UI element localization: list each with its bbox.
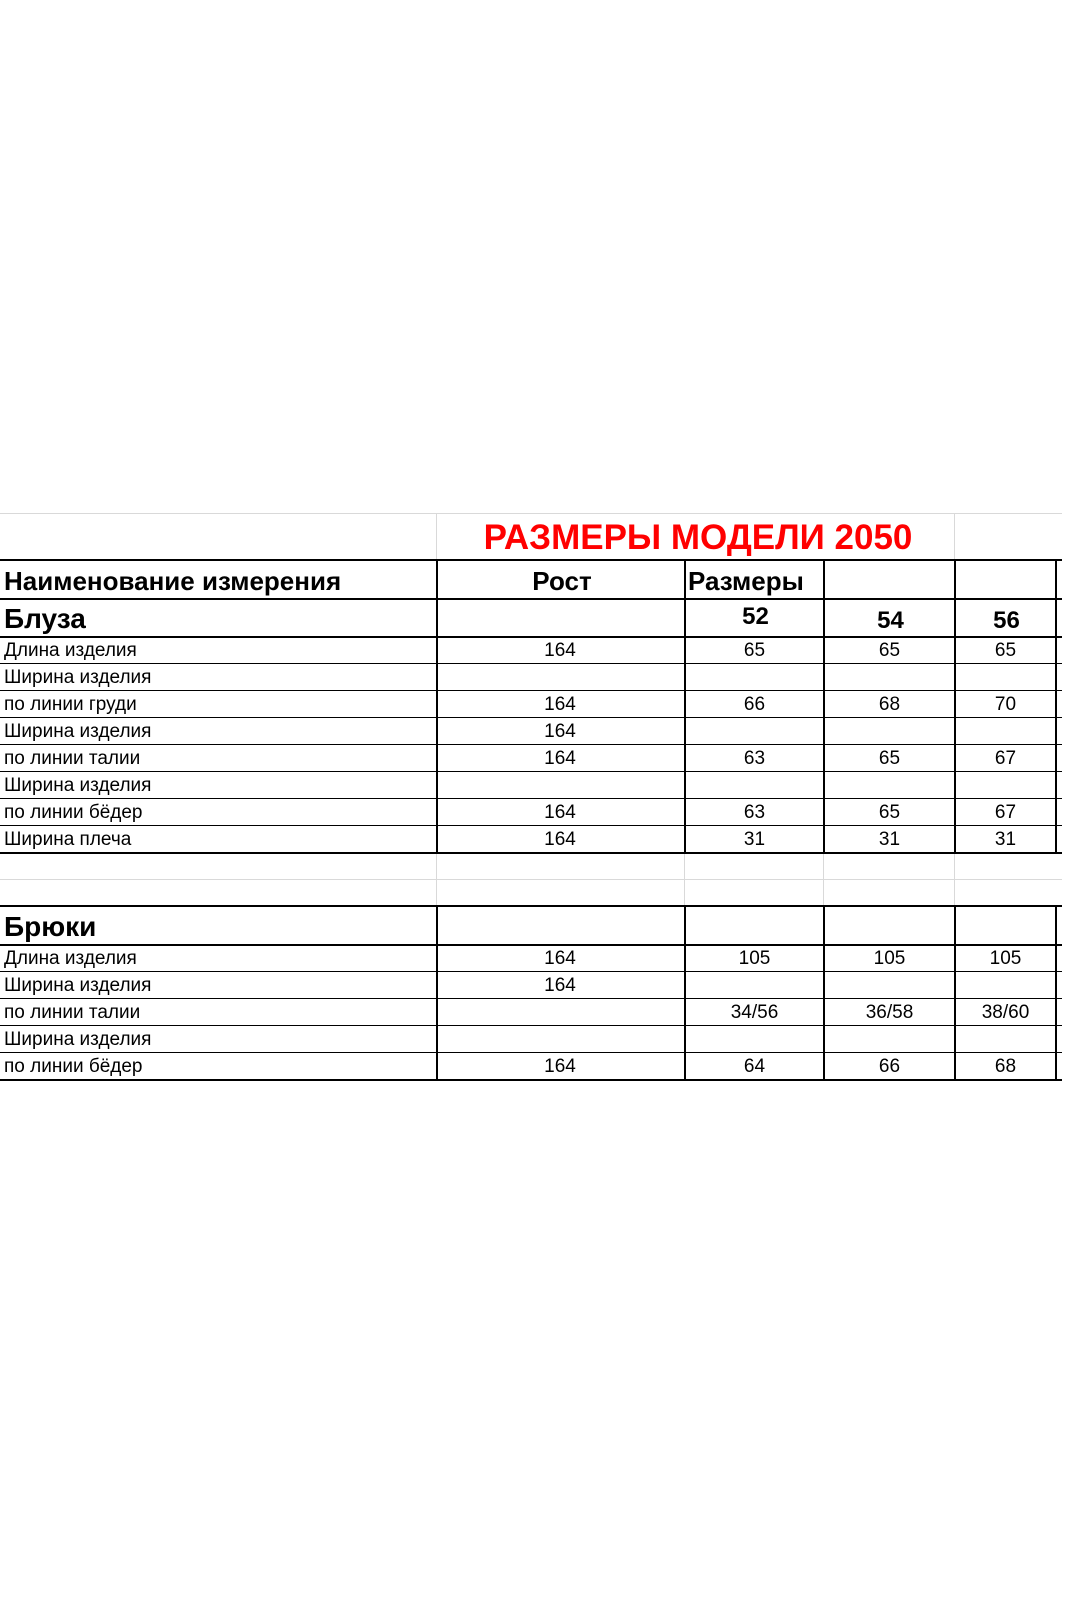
row-label: по линии талии: [4, 1002, 141, 1023]
row-size-52: 105: [738, 948, 771, 969]
row-height: 164: [544, 975, 576, 996]
gridline: [0, 879, 1062, 880]
row-label: по линии груди: [4, 694, 137, 715]
row-size-54: 68: [878, 694, 901, 715]
vline: [684, 559, 686, 854]
row-label: Ширина изделия: [4, 721, 152, 742]
vline: [823, 905, 825, 1081]
size-54: 54: [877, 607, 904, 634]
row-size-54: [825, 1026, 954, 1053]
row-height: 164: [544, 948, 576, 969]
vline: [436, 559, 438, 854]
hline: [0, 798, 1062, 799]
row-height: 164: [544, 721, 576, 742]
row-size-54: [825, 772, 954, 799]
gridline: [954, 854, 955, 905]
hline: [0, 944, 1062, 946]
vline: [954, 559, 956, 854]
row-size-56: 31: [994, 829, 1017, 850]
table-row: [0, 1026, 1062, 1053]
hline: [0, 771, 1062, 772]
vline: [1055, 559, 1057, 854]
row-height: 164: [544, 748, 576, 769]
row-height: 164: [544, 802, 576, 823]
row-height: [436, 664, 684, 691]
row-size-54: 105: [873, 948, 906, 969]
row-size-54: 65: [878, 748, 901, 769]
table-row: [0, 637, 1062, 664]
row-label: Длина изделия: [4, 948, 137, 969]
row-size-54: 65: [878, 640, 901, 661]
row-label: по линии талии: [4, 748, 141, 769]
size-56: 56: [993, 607, 1020, 634]
table-row: [0, 772, 1062, 799]
row-size-56: 65: [994, 640, 1017, 661]
table-row: [0, 745, 1062, 772]
trousers-section-row: [0, 906, 1062, 945]
row-size-56: [956, 772, 1055, 799]
page-title: РАЗМЕРЫ МОДЕЛИ 2050: [483, 518, 913, 557]
row-size-56: 70: [994, 694, 1017, 715]
hline: [0, 717, 1062, 718]
row-size-56: 38/60: [981, 1002, 1030, 1023]
table-row: [0, 999, 1062, 1026]
row-size-54: 31: [878, 829, 901, 850]
gridline: [954, 513, 955, 559]
row-height: [436, 1026, 684, 1053]
title-row: [0, 513, 1062, 560]
row-size-52: 66: [743, 694, 766, 715]
row-size-52: 31: [743, 829, 766, 850]
blouse-title: Блуза: [4, 603, 86, 634]
vline: [436, 905, 438, 1081]
row-size-56: [956, 972, 1055, 999]
gridline: [684, 854, 685, 905]
table-row: [0, 826, 1062, 853]
size-52: 52: [742, 603, 769, 630]
row-label: по линии бёдер: [4, 1056, 143, 1077]
height-header: Рост: [532, 566, 592, 596]
row-label: Ширина изделия: [4, 667, 152, 688]
row-size-56: 67: [994, 802, 1017, 823]
table-row: [0, 664, 1062, 691]
table-row: [0, 972, 1062, 999]
hline: [0, 663, 1062, 664]
blouse-section-row: [0, 599, 1062, 637]
row-size-52: 34/56: [730, 1002, 779, 1023]
row-height: 164: [544, 694, 576, 715]
row-size-52: 63: [743, 802, 766, 823]
row-size-52: [686, 664, 823, 691]
row-size-54: 65: [878, 802, 901, 823]
row-label: Длина изделия: [4, 640, 137, 661]
table-row: [0, 1053, 1062, 1080]
top-gridline: [0, 513, 1062, 514]
row-size-56: [956, 718, 1055, 745]
row-height: [436, 999, 684, 1026]
vline: [954, 905, 956, 1081]
trousers-title: Брюки: [4, 911, 97, 942]
row-label: Ширина плеча: [4, 829, 132, 850]
header-row: [0, 560, 1062, 599]
gridline: [436, 513, 437, 559]
row-size-52: [686, 972, 823, 999]
row-height: 164: [544, 829, 576, 850]
row-size-52: 65: [743, 640, 766, 661]
row-size-54: [825, 718, 954, 745]
table-row: [0, 799, 1062, 826]
vline: [684, 905, 686, 1081]
hline: [0, 1052, 1062, 1053]
row-size-54: [825, 664, 954, 691]
row-label: Ширина изделия: [4, 1029, 152, 1050]
hline: [0, 559, 1062, 561]
row-size-56: 67: [994, 748, 1017, 769]
row-size-56: [956, 1026, 1055, 1053]
row-height: 164: [544, 1056, 576, 1077]
row-size-54: 66: [878, 1056, 901, 1077]
row-label: Ширина изделия: [4, 775, 152, 796]
hline: [0, 636, 1062, 638]
row-size-56: 105: [989, 948, 1022, 969]
table-row: [0, 718, 1062, 745]
table-row: [0, 691, 1062, 718]
row-size-52: [686, 1026, 823, 1053]
table-row: [0, 945, 1062, 972]
hline: [0, 1079, 1062, 1081]
row-size-52: [686, 718, 823, 745]
measure-header: Наименование измерения: [4, 566, 342, 596]
hline: [0, 690, 1062, 691]
row-label: по линии бёдер: [4, 802, 143, 823]
row-height: [436, 772, 684, 799]
row-size-56: [956, 664, 1055, 691]
hline: [0, 905, 1062, 907]
hline: [0, 598, 1062, 600]
hline: [0, 971, 1062, 972]
row-size-56: 68: [994, 1056, 1017, 1077]
gridline: [436, 854, 437, 905]
row-size-54: [825, 972, 954, 999]
hline: [0, 744, 1062, 745]
hline: [0, 825, 1062, 826]
hline: [0, 852, 1062, 854]
vline: [1055, 905, 1057, 1081]
hline: [0, 998, 1062, 999]
row-size-52: [686, 772, 823, 799]
row-size-54: 36/58: [865, 1002, 914, 1023]
hline: [0, 1025, 1062, 1026]
row-size-52: 64: [743, 1056, 766, 1077]
sizes-header: Размеры: [688, 566, 804, 596]
row-height: 164: [544, 640, 576, 661]
row-label: Ширина изделия: [4, 975, 152, 996]
gridline: [823, 854, 824, 905]
vline: [823, 559, 825, 854]
row-size-52: 63: [743, 748, 766, 769]
